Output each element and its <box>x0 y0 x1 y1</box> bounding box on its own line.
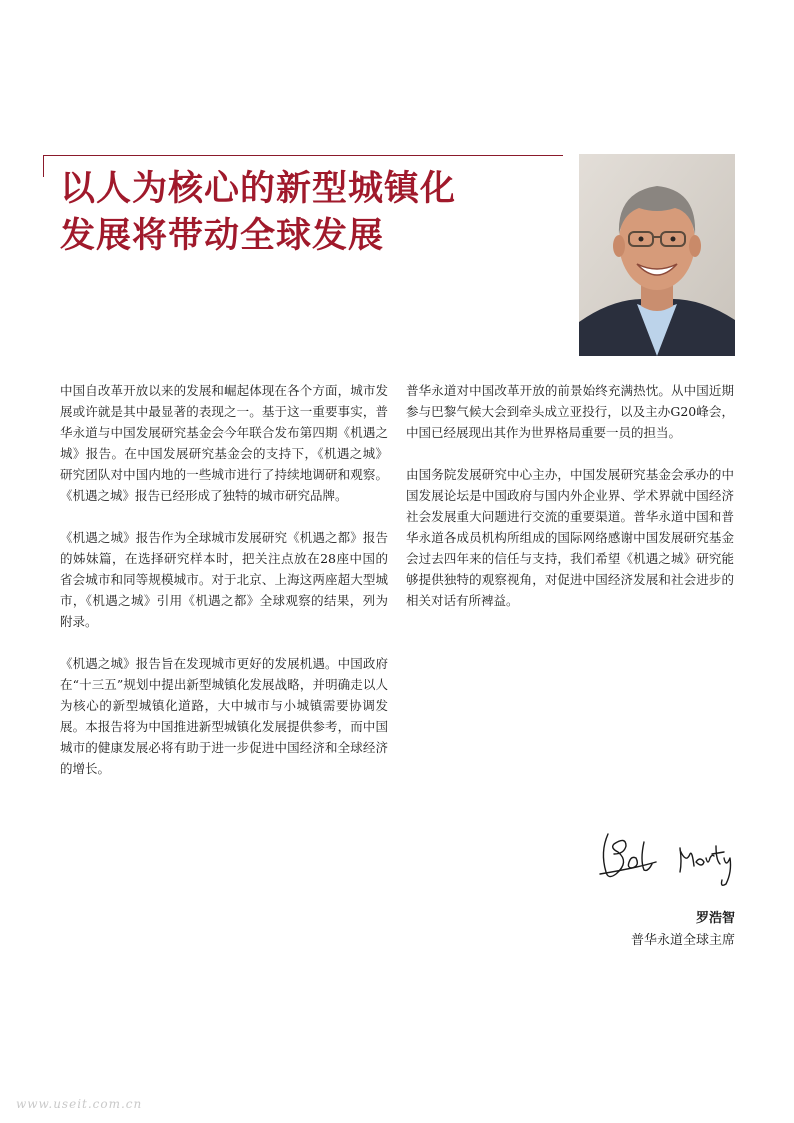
paragraph: 普华永道对中国改革开放的前景始终充满热忱。从中国近期参与巴黎气候大会到牵头成立亚投行，以及主办G20峰会，中国已经展现出其作为世界格局重要一员的担当。 <box>406 383 734 440</box>
signer-role: 普华永道全球主席 <box>630 933 735 948</box>
paragraph: 由国务院发展研究中心主办，中国发展研究基金会承办的中国发展论坛是中国政府与国内外企业界、学术界就中国经济社会发展重大问题进行交流的重要渠道。普华永道中国和普华永道各成员机构所组成的国际网络感谢中国发展研究基金会过去四年来的信任与支持，我们希望《机遇之城》研究能够提供独特的观察视角，对促进中国经济发展和社会进步的相关对话有所裨益。 <box>406 467 734 608</box>
portrait-illustration <box>579 154 735 356</box>
signer-name: 罗浩智 <box>695 911 735 926</box>
page-title <box>60 165 560 259</box>
right-column <box>406 380 734 632</box>
paragraph: 《机遇之城》报告旨在发现城市更好的发展机遇。中国政府在“十三五”规划中提出新型城镇化发展战略，并明确走以人为核心的新型城镇化道路，大中城市与小城镇需要协调发展。本报告将为中国推进新型城镇化发展提供参考，而中国城市的健康发展必将有助于进一步促进中国经济和全球经济的增长。 <box>60 656 388 776</box>
title-line-1: 以人为核心的新型城镇化 <box>60 168 457 209</box>
left-column <box>60 380 388 800</box>
title-line-2: 发展将带动全球发展 <box>60 215 385 256</box>
portrait-photo <box>579 154 735 356</box>
paragraph: 《机遇之城》报告作为全球城市发展研究《机遇之都》报告的姊妹篇，在选择研究样本时，把关注点放在28座中国的省会城市和同等规模城市。对于北京、上海这两座超大型城市，《机遇之城》引用《机遇之都》全球观察的结果，列为附录。 <box>60 530 388 629</box>
handwritten-signature <box>596 822 746 892</box>
paragraph: 中国自改革开放以来的发展和崛起体现在各个方面，城市发展或许就是其中最显著的表现之一。基于这一重要事实，普华永道与中国发展研究基金会今年联合发布第四期《机遇之城》报告。在中国发展研究基金会的支持下，《机遇之城》研究团队对中国内地的一些城市进行了持续地调研和观察。《机遇之城》报告已经形成了独特的城市研究品牌。 <box>60 383 388 503</box>
watermark: www.useit.com.cn <box>16 1097 143 1111</box>
title-rule-horizontal <box>43 155 563 156</box>
title-rule-vertical <box>43 155 44 177</box>
